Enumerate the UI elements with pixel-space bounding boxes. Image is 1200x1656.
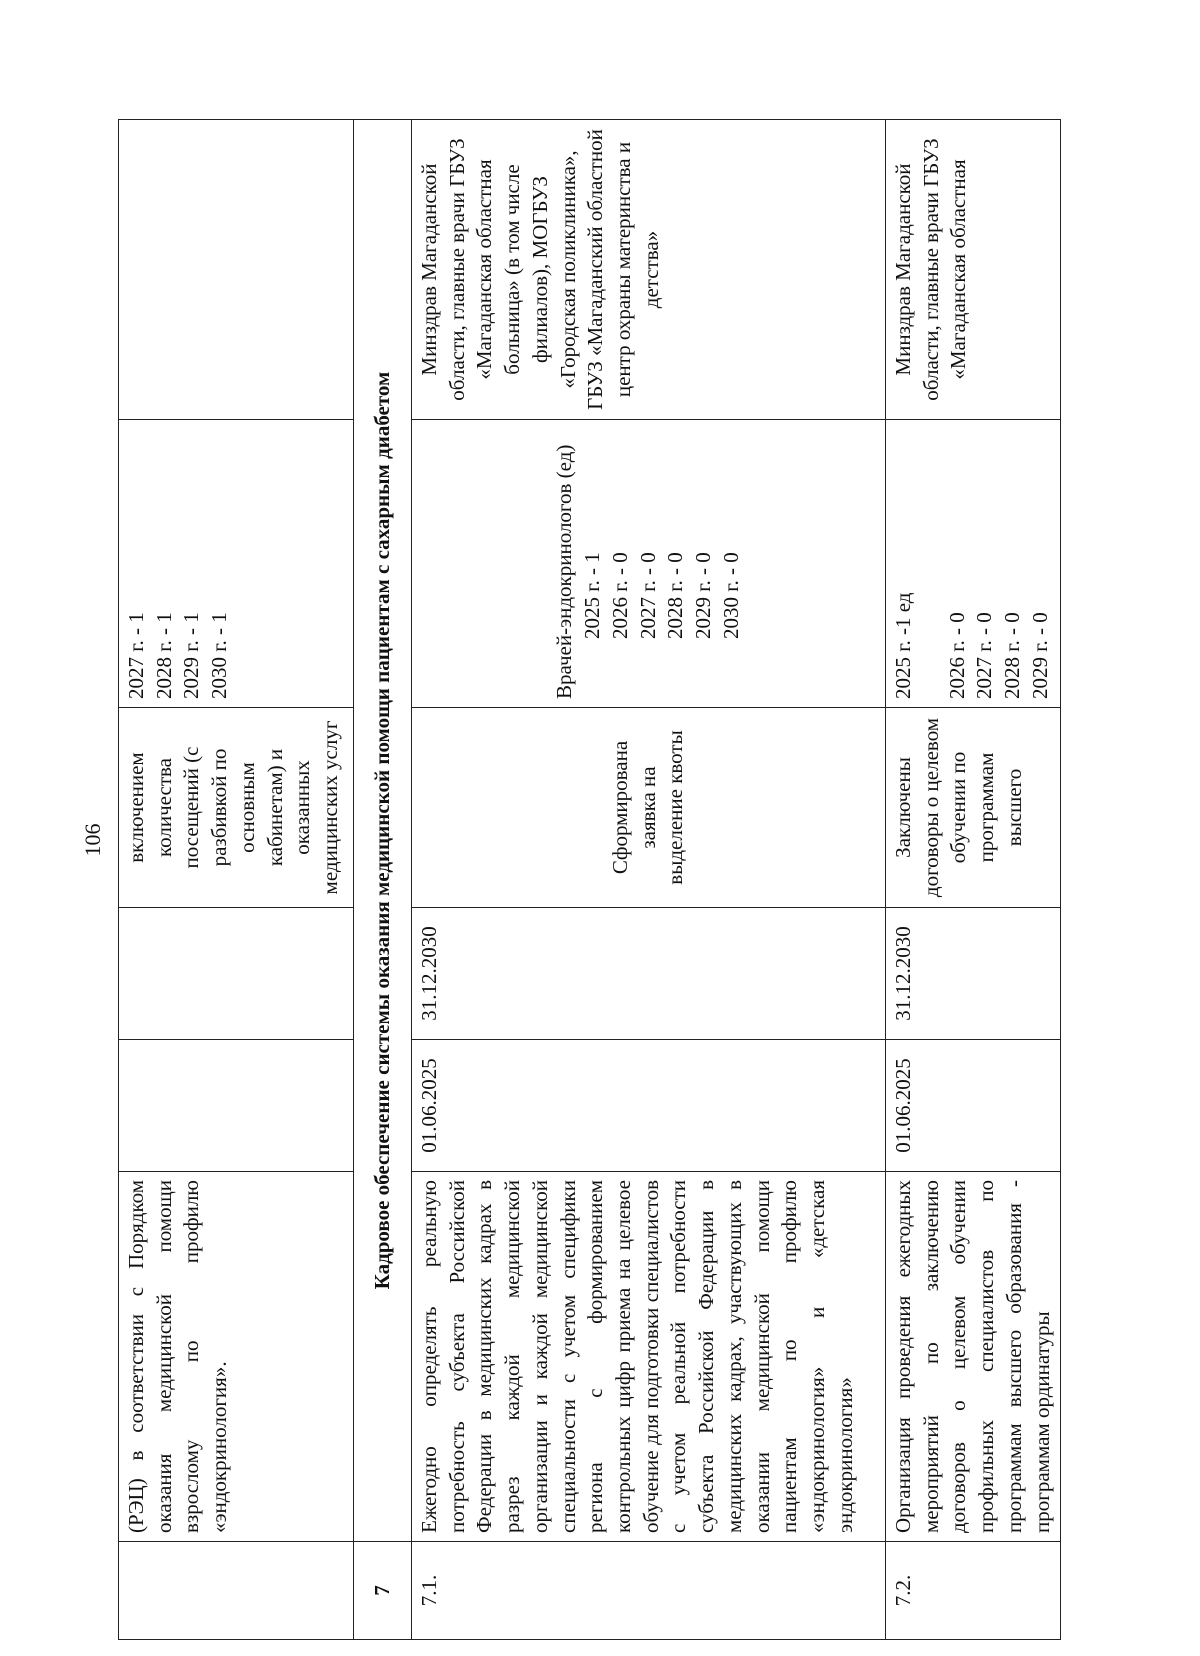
table-row	[886, 120, 1061, 1640]
row-number-cell: 7.1.	[412, 1542, 886, 1640]
end-date-cell: 31.12.2030	[412, 908, 886, 1040]
event-cell: (РЭЦ) в соответствии с Порядком оказания медицинской помощи взрослому по профилю «эндокринология».	[119, 1172, 354, 1542]
indicator-values: 2026 г. - 0 2027 г. - 0 2028 г. - 0 2029 г. - 0	[944, 612, 1052, 699]
page-number: 106	[80, 823, 105, 857]
indicator-title: 2025 г. -1 ед	[891, 592, 915, 699]
indicator-title: Врачей-эндокринологов (ед)	[552, 444, 577, 699]
rotated-table-wrapper	[118, 119, 1061, 1640]
start-date-cell	[119, 1040, 354, 1172]
result-cell: включением количества посещений (с разбивкой по основным кабинетам) и оказанных медицинских услуг	[119, 708, 354, 908]
action-plan-table	[118, 119, 1061, 1640]
section-number: 7	[354, 1542, 412, 1640]
table-row-continuation	[119, 120, 354, 1640]
row-number-cell	[119, 1542, 354, 1640]
event-cell: Ежегодно определять реальную потребность субъекта Российской Федерации в медицинских кадрах в разрез каждой медицинской организации и каждой медицинской специальности с учетом специфики региона с формированием контрольных цифр приема на целевое обучение для подготовки специалистов с учетом реальной потребности субъекта Российской Федерации в медицинских кадрах, участвующих в оказании медицинской помощи пациентам по профилю «эндокринология» и «детская эндокринология»	[412, 1172, 886, 1542]
indicator-values: 2025 г. - 1 2026 г. - 0 2027 г. - 0 2028 г. - 0 2029 г. - 0 2030 г. - 0	[580, 552, 743, 639]
start-date-cell: 01.06.2025	[412, 1040, 886, 1172]
indicator-cell	[886, 420, 1061, 708]
indicator-cell: 2027 г. - 1 2028 г. - 1 2029 г. - 1 2030 г. - 1	[119, 420, 354, 708]
result-cell: Сформирована заявка на выделение квоты	[412, 708, 886, 908]
responsible-cell: Минздрав Магаданской области, главные врачи ГБУЗ «Магаданская областная	[886, 120, 1061, 420]
responsible-cell: Минздрав Магаданской области, главные врачи ГБУЗ «Магаданская областная больница» (в том числе филиалов), МОГБУЗ «Городская поликлиника», ГБУЗ «Магаданский областной центр охраны материнства и детства»	[412, 120, 886, 420]
end-date-cell	[119, 908, 354, 1040]
start-date-cell: 01.06.2025	[886, 1040, 1061, 1172]
indicator-cell	[412, 420, 886, 708]
section-header-row	[354, 120, 412, 1640]
responsible-cell	[119, 120, 354, 420]
event-cell: Организация проведения ежегодных мероприятий по заключению договоров о целевом обучении профильных специалистов по программам высшего образования - программам ординатуры	[886, 1172, 1061, 1542]
result-cell: Заключены договоры о целевом обучении по программам высшего	[886, 708, 1061, 908]
section-title: Кадровое обеспечение системы оказания медицинской помощи пациентам с сахарным диабетом	[354, 120, 412, 1542]
row-number-cell: 7.2.	[886, 1542, 1061, 1640]
table-row	[412, 120, 886, 1640]
end-date-cell: 31.12.2030	[886, 908, 1061, 1040]
